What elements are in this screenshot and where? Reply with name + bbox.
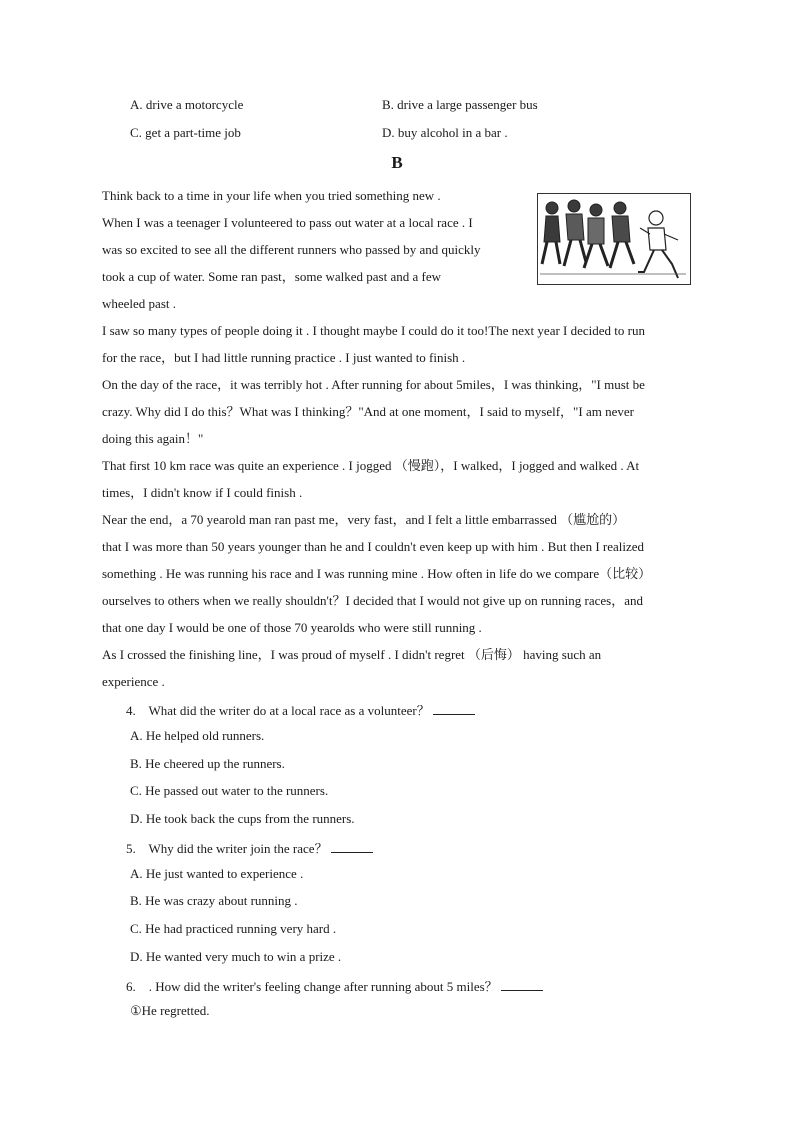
passage-line: When I was a teenager I volunteered to pass out water at a local race . I bbox=[102, 215, 473, 230]
passage-line: something . He was running his race and I was running mine . How often in life do we compare（比较） bbox=[102, 566, 652, 581]
question-6 bbox=[126, 976, 543, 995]
question-number: 5. bbox=[126, 841, 136, 856]
option-a: A. drive a motorcycle bbox=[130, 97, 244, 112]
passage-line: crazy. Why did I do this？What was I thinking？"And at one moment，I said to myself，"I am never bbox=[102, 404, 634, 419]
passage-line: was so excited to see all the different runners who passed by and quickly bbox=[102, 242, 481, 257]
question-number: 6. bbox=[126, 979, 136, 994]
passage-line: that I was more than 50 years younger than he and I couldn't even keep up with him . But then I realized bbox=[102, 539, 645, 554]
passage-line: I saw so many types of people doing it . I thought maybe I could do it too!The next year I decided to run bbox=[102, 323, 645, 338]
q4-option-c: C. He passed out water to the runners. bbox=[130, 783, 329, 798]
question-4 bbox=[126, 700, 475, 719]
passage-line: experience . bbox=[102, 674, 165, 689]
q5-option-a: A. He just wanted to experience . bbox=[130, 866, 304, 881]
q4-option-b: B. He cheered up the runners. bbox=[130, 756, 285, 771]
question-number: 4. bbox=[126, 703, 136, 718]
passage-line: doing this again！" bbox=[102, 431, 204, 446]
passage-line: As I crossed the finishing line，I was proud of myself . I didn't regret （后悔） having such an bbox=[102, 647, 602, 662]
passage-line: wheeled past . bbox=[102, 296, 177, 311]
answer-blank[interactable] bbox=[331, 840, 373, 853]
passage-line: for the race，but I had little running practice . I just wanted to finish . bbox=[102, 350, 466, 365]
q4-option-d: D. He took back the cups from the runners. bbox=[130, 811, 355, 826]
passage-line: Near the end，a 70 yearold man ran past me，very fast，and I felt a little embarrassed （尴尬的） bbox=[102, 512, 626, 527]
question-text: What did the writer do at a local race as a volunteer？ bbox=[148, 703, 430, 718]
option-b: B. drive a large passenger bus bbox=[382, 97, 538, 112]
passage-line: took a cup of water. Some ran past，some walked past and a few bbox=[102, 269, 441, 284]
answer-blank[interactable] bbox=[501, 978, 543, 991]
option-d: D. buy alcohol in a bar . bbox=[382, 125, 508, 140]
passage-line: That first 10 km race was quite an experience . I jogged （慢跑），I walked，I jogged and walked . At bbox=[102, 458, 640, 473]
prev-option-row-1 bbox=[130, 97, 690, 117]
passage-line: that one day I would be one of those 70 yearolds who were still running . bbox=[102, 620, 482, 635]
passage-line: ourselves to others when we really shouldn't？I decided that I would not give up on running races，and bbox=[102, 593, 643, 608]
passage-line: On the day of the race，it was terribly hot . After running for about 5miles，I was thinking，"I must be bbox=[102, 377, 645, 392]
prev-option-row-2 bbox=[130, 125, 690, 145]
passage-line: times，I didn't know if I could finish . bbox=[102, 485, 303, 500]
q4-option-a: A. He helped old runners. bbox=[130, 728, 265, 743]
q5-option-d: D. He wanted very much to win a prize . bbox=[130, 949, 342, 964]
section-heading: B bbox=[391, 153, 403, 172]
question-text: . How did the writer's feeling change after running about 5 miles？ bbox=[148, 979, 498, 994]
q5-option-c: C. He had practiced running very hard . bbox=[130, 921, 337, 936]
answer-blank[interactable] bbox=[433, 702, 475, 715]
question-text: Why did the writer join the race？ bbox=[148, 841, 328, 856]
option-c: C. get a part-time job bbox=[130, 125, 241, 140]
passage-line: Think back to a time in your life when you tried something new . bbox=[102, 188, 441, 203]
reading-passage bbox=[102, 186, 702, 699]
question-5 bbox=[126, 838, 373, 857]
q6-option-1: ①He regretted. bbox=[130, 1003, 210, 1018]
q5-option-b: B. He was crazy about running . bbox=[130, 893, 298, 908]
